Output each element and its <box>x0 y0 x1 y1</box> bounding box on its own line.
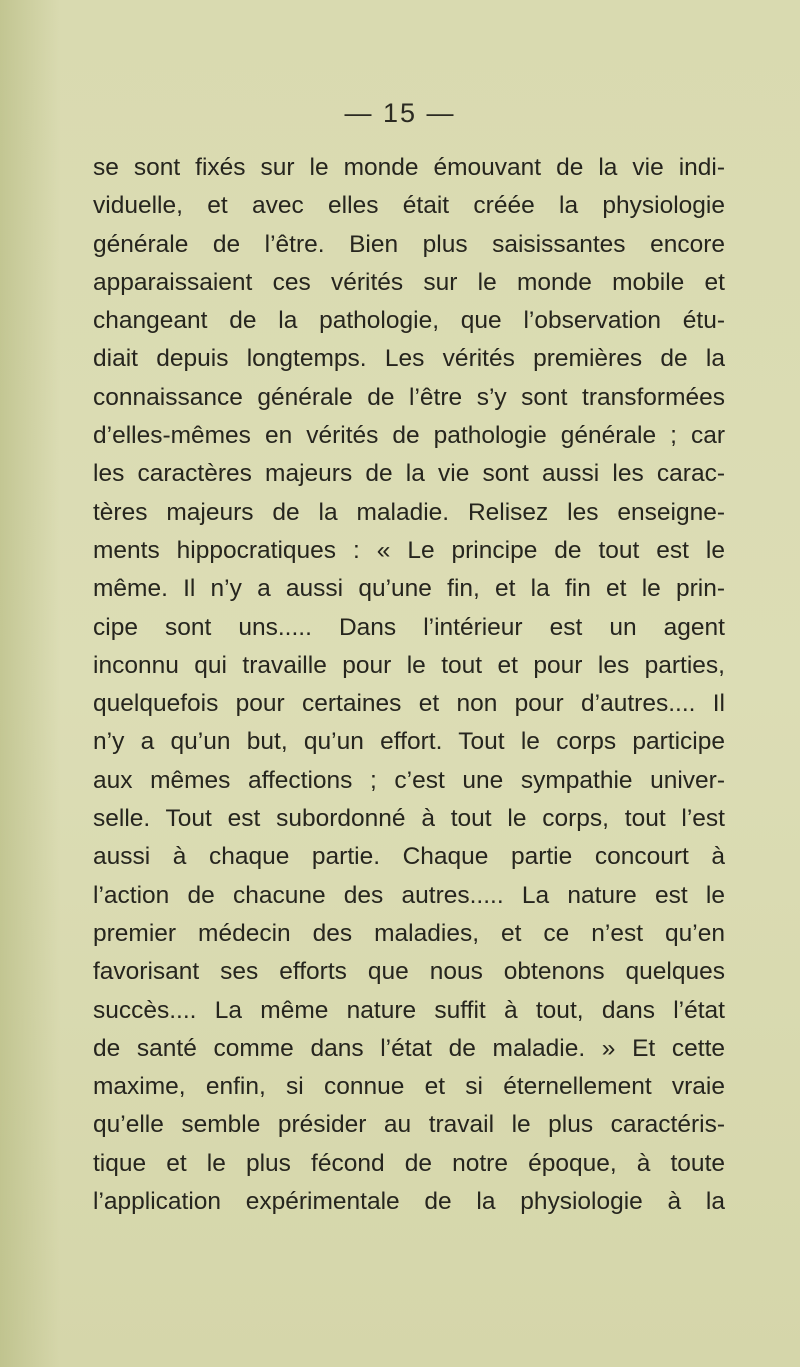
text-line: connaissance générale de l’être s’y sont transformées <box>93 383 725 411</box>
text-line: n’y a qu’un but, qu’un effort. Tout le corps participe <box>93 728 725 756</box>
text-line: qu’elle semble présider au travail le plus caractéris- <box>93 1111 725 1139</box>
page-number-header: — 15 — <box>344 98 456 128</box>
text-line: succès.... La même nature suffit à tout, dans l’état <box>93 996 725 1024</box>
text-line: viduelle, et avec elles était créée la physiologie <box>93 192 725 220</box>
text-line: apparaissaient ces vérités sur le monde mobile et <box>93 268 725 296</box>
text-line: changeant de la pathologie, que l’observation étu- <box>93 307 725 335</box>
text-line: même. Il n’y a aussi qu’une fin, et la fin et le prin- <box>93 575 725 603</box>
text-line: tères majeurs de la maladie. Relisez les enseigne- <box>93 498 725 526</box>
text-line: l’action de chacune des autres..... La nature est le <box>93 881 725 909</box>
text-line: d’elles-mêmes en vérités de pathologie générale ; car <box>93 422 725 450</box>
text-line: se sont fixés sur le monde émouvant de la vie indi- <box>93 154 725 181</box>
text-line: de santé comme dans l’état de maladie. » Et cette <box>93 1034 725 1062</box>
text-line: cipe sont uns..... Dans l’intérieur est un agent <box>93 613 725 641</box>
text-line: aussi à chaque partie. Chaque partie concourt à <box>93 843 725 871</box>
text-line: quelquefois pour certaines et non pour d’autres.... Il <box>93 690 725 718</box>
text-line: favorisant ses efforts que nous obtenons quelques <box>93 958 725 986</box>
text-line: l’application expérimentale de la physiologie à la <box>93 1188 725 1216</box>
text-line: inconnu qui travaille pour le tout et pour les parties, <box>93 651 725 679</box>
text-line: aux mêmes affections ; c’est une sympathie univer- <box>93 766 725 794</box>
text-line: diait depuis longtemps. Les vérités premières de la <box>93 345 725 373</box>
text-line: générale de l’être. Bien plus saisissantes encore <box>93 230 725 258</box>
text-line: selle. Tout est subordonné à tout le corps, tout l’est <box>93 805 725 833</box>
text-line: maxime, enfin, si connue et si éternellement vraie <box>93 1073 725 1101</box>
text-line: les caractères majeurs de la vie sont aussi les carac- <box>93 460 725 488</box>
text-line: tique et le plus fécond de notre époque, à toute <box>93 1149 725 1177</box>
body-text <box>93 149 725 1221</box>
text-line: premier médecin des maladies, et ce n’est qu’en <box>93 919 725 947</box>
text-line: ments hippocratiques : « Le principe de tout est le <box>93 536 725 564</box>
